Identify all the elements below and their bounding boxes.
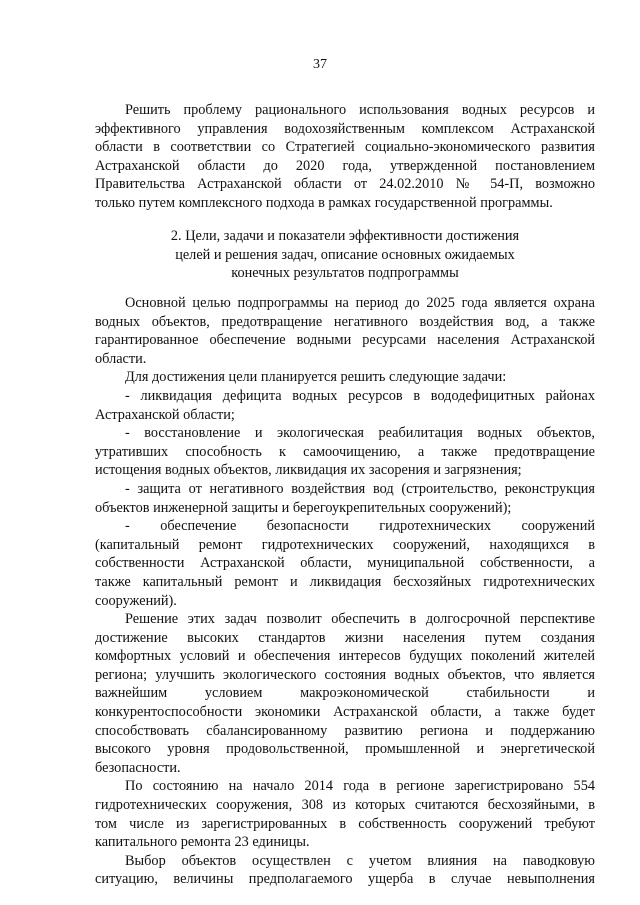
text-line: собственности Астраханской области, муниципальной собственности, а bbox=[95, 555, 595, 572]
text-line: безопасности. bbox=[95, 759, 181, 776]
section-heading bbox=[95, 227, 595, 283]
text-line: капитального ремонта 23 единицы. bbox=[95, 834, 310, 851]
text-line: гидротехнических сооружения, 308 из которых считаются бесхозяйными, в bbox=[95, 797, 595, 814]
text-line: - обеспечение безопасности гидротехнических сооружений bbox=[125, 518, 595, 535]
text-line: области в соответствии со Стратегией социально-экономического развития bbox=[95, 139, 595, 156]
heading-line: целей и решения задач, описание основных ожидаемых bbox=[175, 246, 515, 263]
text-line: Основной целью подпрограммы на период до 2025 года является охрана bbox=[125, 295, 595, 311]
text-line: комфортных условий и обеспечения интересов будущих поколений жителей bbox=[95, 648, 595, 665]
page-number: 37 bbox=[313, 57, 327, 72]
text-line: том числе из зарегистрированных в собственность сооружений требуют bbox=[95, 815, 595, 832]
text-line: водных объектов, предотвращение негативного воздействия вод, а также bbox=[95, 313, 595, 330]
text-line: По состоянию на начало 2014 года в регионе зарегистрировано 554 bbox=[125, 778, 595, 795]
text-line: только путем комплексного подхода в рамках государственной программы. bbox=[95, 194, 553, 211]
text-line: истощения водных объектов, ликвидация их засорения и загрязнения; bbox=[95, 462, 522, 479]
text-line: объектов инженерной защиты и берегоукрепительных сооружений); bbox=[95, 499, 512, 516]
text-line: ситуацию, величины предполагаемого ущерба в случае невыполнения bbox=[95, 871, 595, 888]
text-line: гарантированное обеспечение водными ресурсами населения Астраханской bbox=[95, 332, 595, 349]
text-line: Выбор объектов осуществлен с учетом влияния на паводковую bbox=[125, 852, 595, 869]
text-line: - ликвидация дефицита водных ресурсов в вододефицитных районах bbox=[125, 387, 595, 404]
heading-line: конечных результатов подпрограммы bbox=[231, 265, 459, 282]
text-line: важнейшим условием макроэкономической стабильности и bbox=[95, 685, 595, 702]
text-line: также капитальный ремонт и ликвидация бесхозяйных гидротехнических bbox=[95, 573, 595, 590]
text-line: утративших способность к самоочищению, а также предотвращение bbox=[95, 443, 595, 460]
body-text bbox=[95, 294, 595, 889]
text-line: области. bbox=[95, 350, 147, 367]
text-line: Решение этих задач позволит обеспечить в долгосрочной перспективе bbox=[125, 611, 595, 628]
text-line: (капитальный ремонт гидротехнических сооружений, находящихся в bbox=[95, 536, 595, 553]
text-line: высокого уровня продовольственной, промышленной и энергетической bbox=[95, 741, 595, 758]
text-line: Правительства Астраханской области от 24.02.2010 № 54-П, возможно bbox=[95, 176, 595, 193]
text-line: - восстановление и экологическая реабилитация водных объектов, bbox=[125, 425, 595, 442]
text-line: Решить проблему рационального использования водных ресурсов и bbox=[125, 102, 595, 118]
text-line: достижение высоких стандартов жизни населения путем создания bbox=[95, 629, 595, 646]
text-line: региона; улучшить экологического состояния водных объектов, что является bbox=[95, 666, 595, 683]
text-line: сооружений). bbox=[95, 592, 177, 609]
text-line: конкурентоспособности экономики Астраханской области, а также будет bbox=[95, 704, 595, 721]
text-line: Астраханской области; bbox=[95, 406, 235, 423]
heading-line: 2. Цели, задачи и показатели эффективности достижения bbox=[170, 228, 520, 244]
text-line: эффективного управления водохозяйственным комплексом Астраханской bbox=[95, 120, 595, 137]
text-line: Астраханской области до 2020 года, утвержденной постановлением bbox=[95, 157, 595, 174]
intro-paragraph bbox=[95, 101, 595, 213]
text-line: - защита от негативного воздействия вод (строительство, реконструкция bbox=[125, 480, 595, 497]
text-line: Для достижения цели планируется решить следующие задачи: bbox=[125, 369, 507, 386]
text-line: способствовать сбалансированному развитию региона и поддержанию bbox=[95, 722, 595, 739]
